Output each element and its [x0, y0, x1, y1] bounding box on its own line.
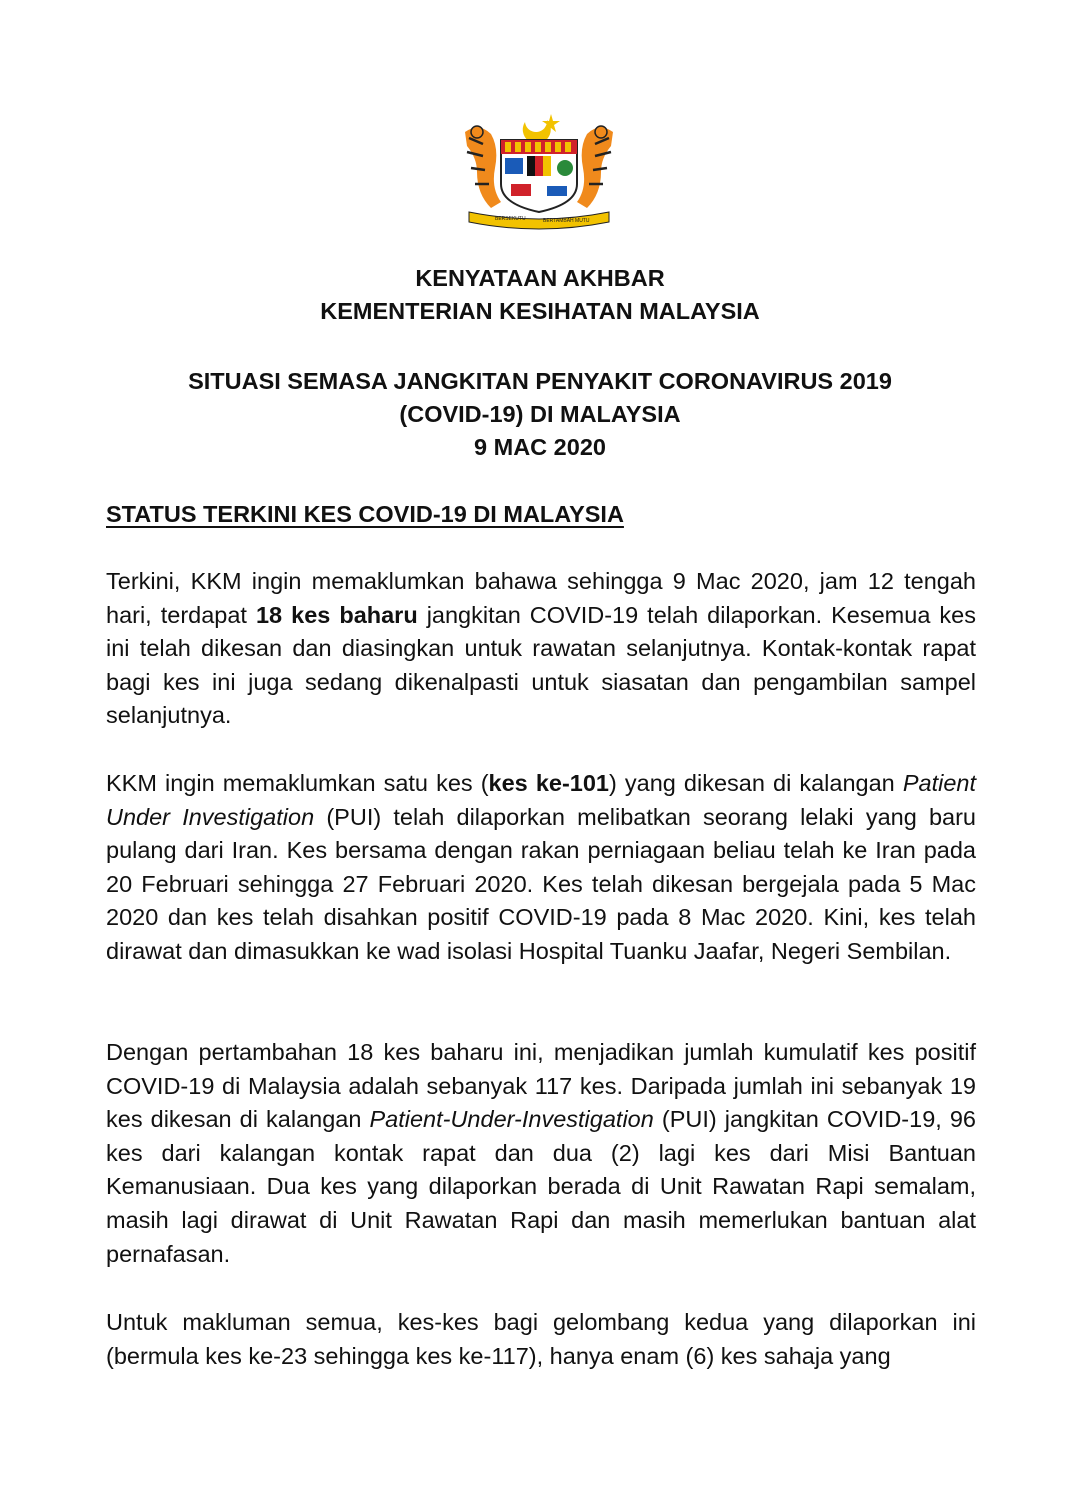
para2-text-pre: KKM ingin memaklumkan satu kes (	[106, 770, 489, 796]
paragraph-3	[106, 1036, 976, 1271]
header-line-2: KEMENTERIAN KESIHATAN MALAYSIA	[320, 298, 760, 324]
para4-text: Untuk makluman semua, kes-kes bagi gelombang kedua yang dilaporkan ini (bermula kes ke-23 sehingga kes ke-117), hanya enam (6) kes sahaja yang	[106, 1309, 976, 1369]
paragraph-4	[106, 1306, 976, 1373]
header-line-1: KENYATAAN AKHBAR	[415, 265, 665, 291]
paragraph-1	[106, 565, 976, 733]
para3-text-post: (PUI) jangkitan COVID-19, 96 kes dari kalangan kontak rapat dan dua (2) lagi kes dari Misi Bantuan Kemanusiaan. Dua kes yang dilaporkan berada di Unit Rawatan Rapi semalam, masih lagi dirawat di Unit Rawatan Rapi dan masih memerlukan bantuan alat pernafasan.	[106, 1106, 976, 1267]
para2-italic-pui: Patient Under Investigation	[106, 770, 976, 830]
title-date: 9 MAC 2020	[474, 434, 606, 460]
motto-right-text: BERTAMBAH MUTU	[543, 218, 590, 224]
malaysia-coat-of-arms-emblem	[455, 112, 623, 230]
para2-bold-case-number: kes ke-101	[488, 770, 609, 796]
coat-of-arms-icon	[455, 112, 623, 230]
para2-text-mid: ) yang dikesan di kalangan	[609, 770, 903, 796]
para3-italic-pui: Patient-Under-Investigation	[369, 1106, 654, 1133]
para1-bold-new-cases: 18 kes baharu	[255, 601, 418, 628]
para1-text-pre: Terkini, KKM ingin memaklumkan bahawa sehingga 9 Mac 2020, jam 12 tengah hari, terdapat	[106, 568, 976, 628]
paragraph-2	[106, 767, 976, 969]
section-heading: STATUS TERKINI KES COVID-19 DI MALAYSIA	[106, 501, 624, 527]
para2-text-post: (PUI) telah dilaporkan melibatkan seorang lelaki yang baru pulang dari Iran. Kes bersama dengan rakan perniagaan beliau telah ke Iran pada 20 Februari sehingga 27 Februari 2020. Kes telah dikesan bergejala pada 5 Mac 2020 dan kes telah disahkan positif COVID-19 pada 8 Mac 2020. Kini, kes telah dirawat dan dimasukkan ke wad isolasi Hospital Tuanku Jaafar, Negeri Sembilan.	[106, 803, 976, 964]
motto-left-text: BERSEKUTU	[495, 216, 526, 222]
title-line-2: (COVID-19) DI MALAYSIA	[399, 401, 681, 427]
para3-text-pre: Dengan pertambahan 18 kes baharu ini, menjadikan jumlah kumulatif kes positif COVID-19 di Malaysia adalah sebanyak 117 kes. Daripada jumlah ini sebanyak 19 kes dikesan di kalangan	[106, 1039, 976, 1133]
press-release-header	[0, 262, 1080, 328]
para1-text-post: jangkitan COVID-19 telah dilaporkan. Kesemua kes ini telah dikesan dan diasingkan untuk rawatan selanjutnya. Kontak-kontak rapat bagi kes ini juga sedang dikenalpasti untuk siasatan dan pengambilan sampel selanjutnya.	[106, 601, 976, 729]
document-title	[0, 365, 1080, 464]
title-line-1: SITUASI SEMASA JANGKITAN PENYAKIT CORONAVIRUS 2019	[188, 368, 892, 394]
